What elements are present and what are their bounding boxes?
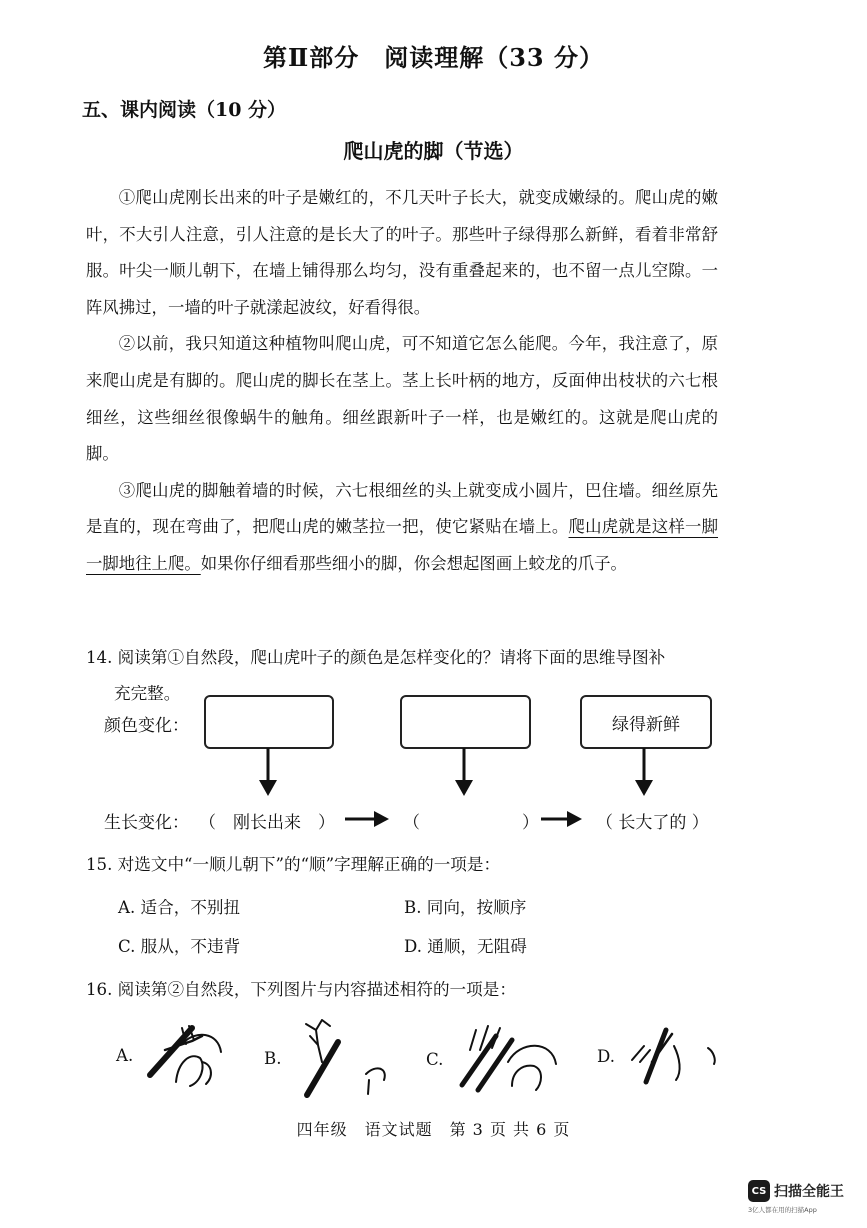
down-arrow-3 <box>635 748 653 796</box>
color-change-label: 颜色变化： <box>104 716 189 736</box>
down-arrow-1 <box>259 748 277 796</box>
q15-option-d[interactable]: D. 通顺，无阻碍 <box>404 937 527 956</box>
paragraph-3-part-1: ③爬山虎的脚触着墙的时候，六七根细丝的头上就变成小圆片，巴住墙。细丝原先是直的，现在弯曲了，把爬山虎的嫩茎拉一把，使它紧贴在墙上。 <box>86 480 718 537</box>
passage-title: 爬山虎的脚（节选） <box>343 139 524 163</box>
option-b-drawing <box>306 1020 385 1095</box>
option-c-drawing <box>462 1026 556 1090</box>
camscanner-logo-icon: CS <box>748 1180 770 1202</box>
question-15-stem: 15. 对选文中“一顺儿朝下”的“顺”字理解正确的一项是： <box>86 855 501 874</box>
stage-3: （ 长大了的 ） <box>596 813 709 833</box>
right-arrow-2 <box>541 811 582 827</box>
page-footer: 四年级 语文试题 第 3 页 共 6 页 <box>296 1120 571 1139</box>
section-heading: 五、课内阅读（10 分） <box>82 99 287 121</box>
mindmap-box-3: 绿得新鲜 <box>580 695 712 749</box>
right-arrow-1 <box>345 811 389 827</box>
q16-option-d[interactable]: D. <box>597 1047 615 1066</box>
q16-option-a[interactable]: A. <box>116 1046 134 1065</box>
q15-option-c[interactable]: C. 服从，不违背 <box>118 937 241 956</box>
watermark-tagline: 3亿人都在用的扫描App <box>748 1206 817 1214</box>
q16-option-b[interactable]: B. <box>264 1049 282 1068</box>
stage-1: （ 刚长出来 ） <box>199 813 335 833</box>
down-arrow-2 <box>455 748 473 796</box>
watermark-name: 扫描全能王 <box>774 1184 844 1200</box>
underlined-sentence: 爬山虎就是这样一脚一脚地往上爬。 <box>86 517 719 573</box>
q15-option-b[interactable]: B. 同向，按顺序 <box>404 898 527 917</box>
q16-option-c[interactable]: C. <box>426 1050 444 1069</box>
option-d-drawing <box>632 1030 715 1082</box>
question-14-stem-cont: 充完整。 <box>114 684 181 703</box>
question-14-stem: 14. 阅读第①自然段，爬山虎叶子的颜色是怎样变化的？请将下面的思维导图补 <box>86 648 666 667</box>
page-title: 第Ⅱ部分 阅读理解（33 分） <box>263 43 604 72</box>
question-16-stem: 16. 阅读第②自然段，下列图片与内容描述相符的一项是： <box>86 980 516 999</box>
option-a-drawing <box>150 1026 221 1086</box>
growth-change-label: 生长变化： <box>104 813 189 833</box>
q15-option-a[interactable]: A. 适合，不别扭 <box>118 898 241 917</box>
paragraph-1: ①爬山虎刚长出来的叶子是嫩红的，不几天叶子长大，就变成嫩绿的。爬山虎的嫩叶，不大引人注意，引人注意的是长大了的叶子。那些叶子绿得那么新鲜，看着非常舒服。叶尖一顺儿朝下，在墙上铺得那么均匀，没有重叠起来的，也不留一点儿空隙。一阵风拂过，一墙的叶子就漾起波纹，好看得很。 <box>86 188 718 317</box>
stage-2-input[interactable]: （ ） <box>403 813 539 833</box>
paragraph-3-part-2: 如果你仔细看那些细小的脚，你会想起图画上蛟龙的爪子。 <box>200 553 627 573</box>
paragraph-2: ②以前，我只知道这种植物叫爬山虎，可不知道它怎么能爬。今年，我注意了，原来爬山虎是有脚的。爬山虎的脚长在茎上。茎上长叶柄的地方，反面伸出枝状的六七根细丝，这些细丝很像蜗牛的触角。细丝跟新叶子一样，也是嫩红的。这就是爬山虎的脚。 <box>86 334 718 464</box>
